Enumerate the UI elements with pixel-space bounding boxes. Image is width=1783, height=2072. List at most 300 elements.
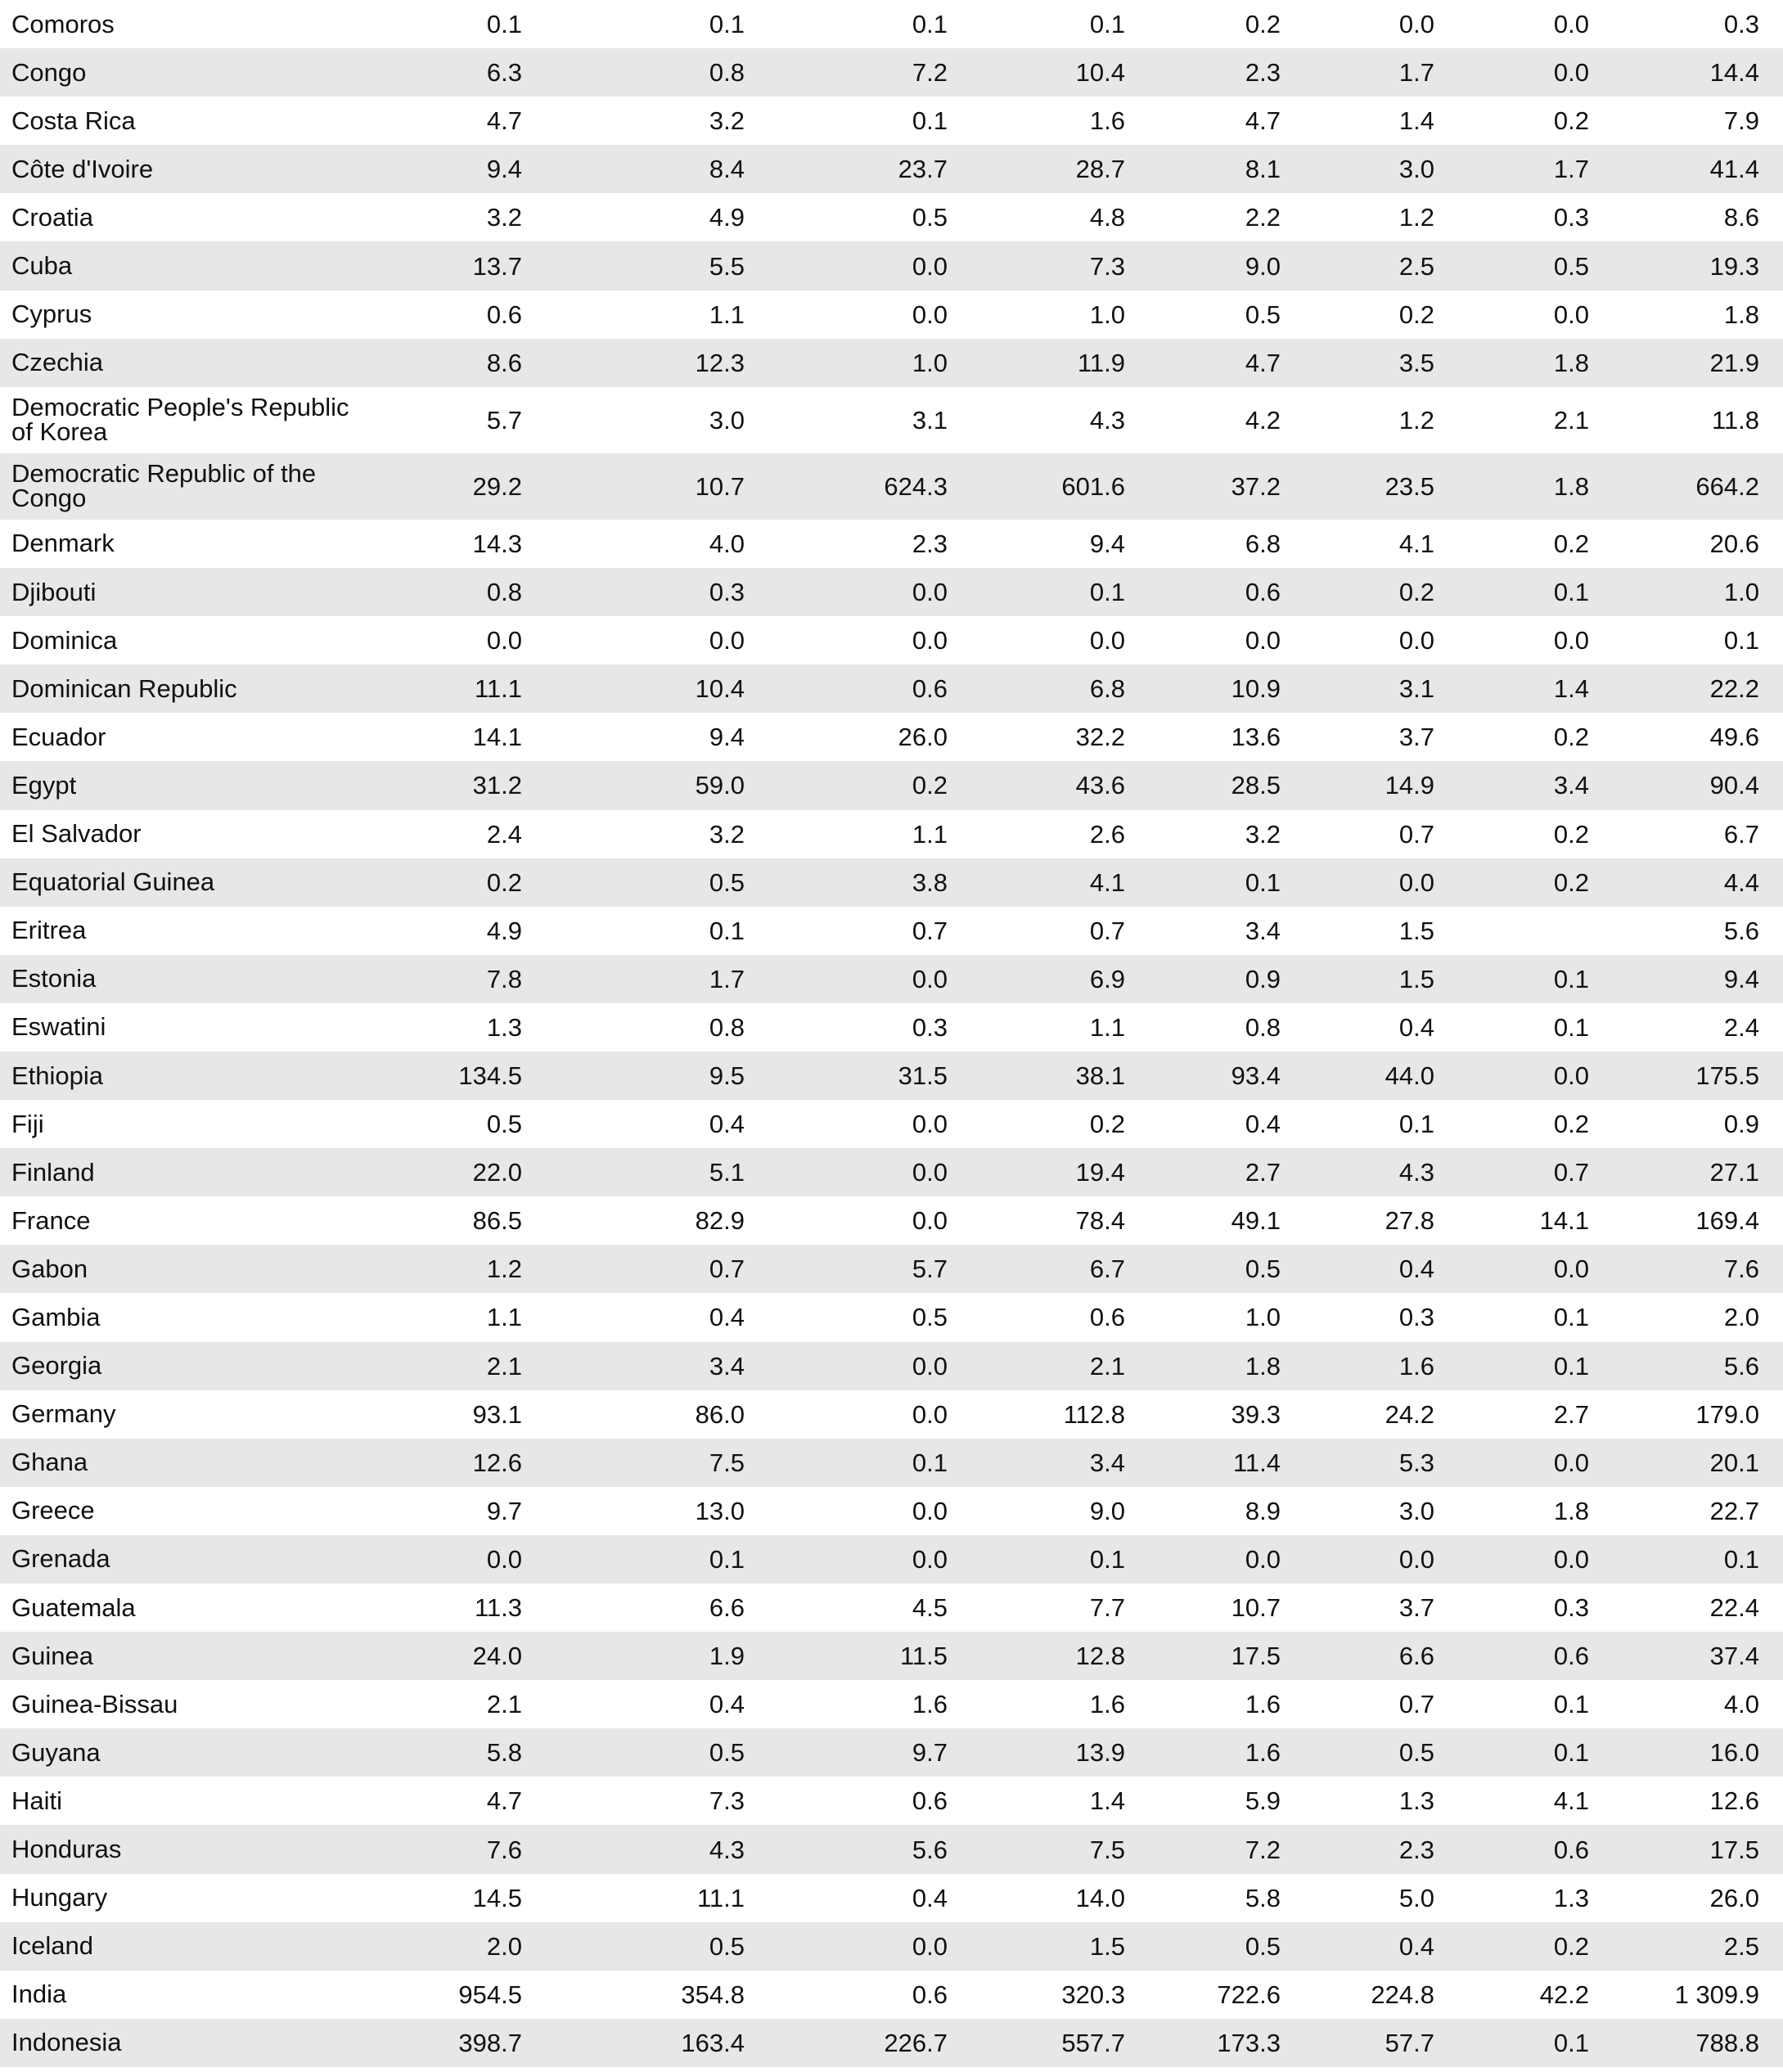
value-cell-col-4: 7.3 (1089, 251, 1125, 281)
table-row (0, 761, 1783, 809)
table-row (0, 520, 1783, 568)
table-row (0, 0, 1783, 48)
value-cell-col-3: 0.0 (912, 251, 948, 281)
value-cell-col-7: 0.1 (1553, 1303, 1589, 1332)
value-cell-col-8: 175.5 (1695, 1061, 1759, 1091)
value-cell-col-6: 24.2 (1385, 1399, 1434, 1429)
country-name-cell: Guinea (11, 1641, 93, 1670)
value-cell-col-2: 1.7 (709, 964, 745, 993)
value-cell-col-4: 1.4 (1089, 1786, 1125, 1816)
value-cell-col-4: 112.8 (1063, 1399, 1125, 1429)
value-cell-col-8: 179.0 (1695, 1399, 1759, 1429)
value-cell-col-4: 78.4 (1075, 1206, 1125, 1236)
value-cell-col-1: 86.5 (472, 1206, 522, 1236)
value-cell-col-5: 722.6 (1217, 1980, 1281, 2009)
value-cell-col-3: 0.5 (912, 1303, 948, 1332)
value-cell-col-7: 0.1 (1553, 1012, 1589, 1042)
table-row (0, 1342, 1783, 1390)
value-cell-col-1: 0.0 (486, 1544, 522, 1574)
value-cell-col-1: 5.7 (486, 405, 522, 435)
value-cell-col-8: 169.4 (1695, 1206, 1759, 1236)
value-cell-col-5: 5.9 (1245, 1786, 1281, 1816)
value-cell-col-2: 12.3 (695, 348, 745, 377)
value-cell-col-2: 8.4 (709, 155, 745, 184)
value-cell-col-3: 0.6 (912, 674, 948, 704)
table-row (0, 568, 1783, 616)
table-row (0, 1632, 1783, 1680)
value-cell-col-2: 0.4 (709, 1303, 745, 1332)
value-cell-col-1: 0.0 (486, 626, 522, 655)
value-cell-col-4: 0.1 (1089, 10, 1125, 39)
value-cell-col-3: 0.0 (912, 1496, 948, 1525)
country-name-cell: Estonia (11, 964, 97, 993)
value-cell-col-3: 0.2 (912, 771, 948, 800)
country-name-cell: Comoros (11, 9, 115, 38)
value-cell-col-6: 0.3 (1398, 1303, 1434, 1332)
value-cell-col-7: 0.2 (1553, 1931, 1589, 1961)
value-cell-col-1: 11.1 (474, 674, 522, 704)
value-cell-col-8: 1.0 (1723, 578, 1759, 607)
country-name-cell: Haiti (11, 1786, 63, 1815)
value-cell-col-7: 0.7 (1553, 1158, 1589, 1187)
value-cell-col-6: 14.9 (1385, 771, 1434, 800)
value-cell-col-1: 14.5 (472, 1883, 522, 1912)
value-cell-col-4: 2.6 (1089, 819, 1125, 849)
value-cell-col-1: 93.1 (472, 1399, 522, 1429)
table-row (0, 1535, 1783, 1583)
value-cell-col-6: 0.0 (1398, 867, 1434, 897)
value-cell-col-3: 7.2 (912, 58, 948, 88)
country-name-cell: Costa Rica (11, 106, 136, 135)
value-cell-col-1: 2.1 (486, 1351, 522, 1381)
value-cell-col-2: 5.1 (709, 1158, 745, 1187)
value-cell-col-5: 6.8 (1245, 529, 1281, 558)
value-cell-col-8: 22.4 (1709, 1593, 1759, 1623)
country-name-cell: Indonesia (11, 2028, 122, 2057)
value-cell-col-5: 5.8 (1245, 1883, 1281, 1912)
country-name-cell: Czechia (11, 348, 103, 377)
country-name-cell: Germany (11, 1399, 116, 1429)
value-cell-col-4: 1.6 (1089, 106, 1125, 136)
value-cell-col-5: 4.7 (1245, 106, 1281, 136)
value-cell-col-5: 2.3 (1245, 58, 1281, 88)
value-cell-col-1: 4.9 (486, 916, 522, 945)
table-row (0, 664, 1783, 713)
value-cell-col-5: 8.1 (1245, 155, 1281, 184)
value-cell-col-6: 3.1 (1398, 674, 1434, 704)
value-cell-col-4: 10.4 (1075, 58, 1125, 88)
table-row (0, 2019, 1783, 2067)
country-name-cell: Cuba (11, 251, 73, 281)
value-cell-col-5: 1.8 (1245, 1351, 1281, 1381)
table-row (0, 1825, 1783, 1873)
value-cell-col-2: 0.4 (709, 1690, 745, 1719)
value-cell-col-5: 10.7 (1231, 1593, 1281, 1623)
table-row (0, 858, 1783, 907)
value-cell-col-1: 12.6 (472, 1448, 522, 1477)
country-name-cell: Greece (11, 1496, 95, 1525)
value-cell-col-4: 1.6 (1089, 1690, 1125, 1719)
value-cell-col-4: 32.2 (1075, 723, 1125, 752)
value-cell-col-7: 0.0 (1553, 300, 1589, 329)
table-row (0, 1680, 1783, 1728)
value-cell-col-3: 0.7 (912, 916, 948, 945)
value-cell-col-3: 0.0 (912, 1110, 948, 1139)
value-cell-col-5: 1.6 (1245, 1690, 1281, 1719)
value-cell-col-3: 3.8 (912, 867, 948, 897)
value-cell-col-7: 0.2 (1553, 867, 1589, 897)
value-cell-col-8: 14.4 (1709, 58, 1759, 88)
value-cell-col-5: 3.2 (1245, 819, 1281, 849)
value-cell-col-8: 22.2 (1709, 674, 1759, 704)
value-cell-col-8: 0.1 (1723, 1544, 1759, 1574)
value-cell-col-7: 3.4 (1553, 771, 1589, 800)
table-row (0, 1390, 1783, 1439)
table-row (0, 1003, 1783, 1052)
value-cell-col-7: 1.7 (1553, 155, 1589, 184)
value-cell-col-3: 1.0 (912, 348, 948, 377)
value-cell-col-2: 7.3 (709, 1786, 745, 1816)
value-cell-col-3: 11.5 (899, 1642, 948, 1671)
value-cell-col-1: 0.2 (486, 867, 522, 897)
value-cell-col-8: 7.6 (1723, 1254, 1759, 1284)
value-cell-col-7: 0.0 (1553, 58, 1589, 88)
country-name-cell: Côte d'Ivoire (11, 154, 154, 183)
value-cell-col-2: 10.4 (695, 674, 745, 704)
table-row (0, 1245, 1783, 1293)
country-name-cell: Dominican Republic (11, 673, 237, 703)
value-cell-col-8: 16.0 (1709, 1738, 1759, 1768)
value-cell-col-5: 0.4 (1245, 1110, 1281, 1139)
country-name-cell: Georgia (11, 1351, 102, 1381)
value-cell-col-6: 1.5 (1398, 964, 1434, 993)
value-cell-col-2: 0.5 (709, 1931, 745, 1961)
value-cell-col-3: 0.0 (912, 1206, 948, 1236)
value-cell-col-6: 6.6 (1398, 1642, 1434, 1671)
table-row (0, 1922, 1783, 1971)
country-name-cell: Fiji (11, 1109, 44, 1138)
value-cell-col-7: 0.0 (1553, 1448, 1589, 1477)
value-cell-col-1: 14.3 (472, 529, 522, 558)
value-cell-col-5: 0.5 (1245, 1254, 1281, 1284)
value-cell-col-3: 0.0 (912, 578, 948, 607)
country-name-cell: Guatemala (11, 1592, 136, 1622)
value-cell-col-3: 0.6 (912, 1980, 948, 2009)
value-cell-col-6: 44.0 (1385, 1061, 1434, 1091)
value-cell-col-4: 7.5 (1089, 1835, 1125, 1864)
value-cell-col-4: 1.0 (1089, 300, 1125, 329)
value-cell-col-5: 0.6 (1245, 578, 1281, 607)
value-cell-col-3: 31.5 (898, 1061, 948, 1091)
value-cell-col-5: 1.0 (1245, 1303, 1281, 1332)
country-name-cell: Eswatini (11, 1012, 106, 1042)
value-cell-col-6: 1.2 (1398, 405, 1434, 435)
value-cell-col-8: 12.6 (1709, 1786, 1759, 1816)
value-cell-col-7: 2.7 (1553, 1399, 1589, 1429)
table-row (0, 1052, 1783, 1100)
value-cell-col-1: 134.5 (458, 1061, 522, 1091)
value-cell-col-1: 14.1 (472, 723, 522, 752)
value-cell-col-6: 0.7 (1398, 819, 1434, 849)
value-cell-col-1: 1.1 (486, 1303, 522, 1332)
value-cell-col-7: 2.1 (1553, 405, 1589, 435)
value-cell-col-6: 4.3 (1398, 1158, 1434, 1187)
value-cell-col-2: 0.5 (709, 867, 745, 897)
country-name-cell: Djibouti (11, 577, 97, 606)
value-cell-col-4: 7.7 (1089, 1593, 1125, 1623)
value-cell-col-8: 9.4 (1723, 964, 1759, 993)
value-cell-col-2: 0.1 (709, 10, 745, 39)
value-cell-col-3: 5.7 (912, 1254, 948, 1284)
value-cell-col-4: 4.1 (1089, 867, 1125, 897)
value-cell-col-4: 38.1 (1075, 1061, 1125, 1091)
value-cell-col-5: 0.8 (1245, 1012, 1281, 1042)
table-row (0, 810, 1783, 858)
value-cell-col-6: 0.4 (1398, 1931, 1434, 1961)
value-cell-col-4: 11.9 (1077, 348, 1125, 377)
country-name-cell: Guinea-Bissau (11, 1689, 178, 1718)
value-cell-col-7: 0.1 (1553, 1738, 1589, 1768)
table-row (0, 1583, 1783, 1632)
value-cell-col-8: 6.7 (1723, 819, 1759, 849)
table-row (0, 616, 1783, 664)
value-cell-col-5: 37.2 (1231, 471, 1281, 501)
value-cell-col-4: 14.0 (1075, 1883, 1125, 1912)
value-cell-col-1: 7.8 (486, 964, 522, 993)
value-cell-col-8: 20.6 (1709, 529, 1759, 558)
value-cell-col-2: 3.2 (709, 106, 745, 136)
value-cell-col-5: 49.1 (1231, 1206, 1281, 1236)
value-cell-col-7: 0.2 (1553, 819, 1589, 849)
value-cell-col-1: 13.7 (472, 251, 522, 281)
value-cell-col-5: 4.7 (1245, 348, 1281, 377)
value-cell-col-8: 5.6 (1723, 916, 1759, 945)
value-cell-col-4: 3.4 (1089, 1448, 1125, 1477)
country-name-cell: Democratic People's Republic of Korea (11, 393, 349, 447)
value-cell-col-1: 5.8 (486, 1738, 522, 1768)
value-cell-col-1: 11.3 (474, 1593, 522, 1623)
value-cell-col-1: 2.1 (486, 1690, 522, 1719)
value-cell-col-1: 31.2 (472, 771, 522, 800)
value-cell-col-1: 9.4 (486, 155, 522, 184)
value-cell-col-8: 17.5 (1709, 1835, 1759, 1864)
value-cell-col-3: 0.3 (912, 1012, 948, 1042)
value-cell-col-6: 2.5 (1398, 251, 1434, 281)
value-cell-col-2: 1.1 (709, 300, 745, 329)
table-row (0, 387, 1783, 453)
value-cell-col-7: 14.1 (1539, 1206, 1589, 1236)
country-name-cell: Guyana (11, 1737, 101, 1767)
value-cell-col-4: 0.1 (1089, 1544, 1125, 1574)
value-cell-col-8: 0.1 (1723, 626, 1759, 655)
value-cell-col-2: 0.7 (709, 1254, 745, 1284)
value-cell-col-8: 788.8 (1695, 2028, 1759, 2057)
value-cell-col-8: 22.7 (1709, 1496, 1759, 1525)
value-cell-col-8: 41.4 (1709, 155, 1759, 184)
country-name-cell: Grenada (11, 1544, 110, 1574)
value-cell-col-4: 13.9 (1075, 1738, 1125, 1768)
value-cell-col-8: 2.5 (1723, 1931, 1759, 1961)
value-cell-col-2: 0.0 (709, 626, 745, 655)
value-cell-col-1: 2.4 (486, 819, 522, 849)
value-cell-col-7: 1.8 (1553, 1496, 1589, 1525)
value-cell-col-8: 4.0 (1723, 1690, 1759, 1719)
table-row (0, 1148, 1783, 1196)
value-cell-col-8: 2.4 (1723, 1012, 1759, 1042)
value-cell-col-3: 0.0 (912, 626, 948, 655)
country-name-cell: Gabon (11, 1254, 88, 1283)
value-cell-col-5: 39.3 (1231, 1399, 1281, 1429)
value-cell-col-6: 0.7 (1398, 1690, 1434, 1719)
value-cell-col-6: 1.3 (1398, 1786, 1434, 1816)
value-cell-col-2: 82.9 (695, 1206, 745, 1236)
value-cell-col-3: 4.5 (912, 1593, 948, 1623)
value-cell-col-2: 4.0 (709, 529, 745, 558)
value-cell-col-7: 1.4 (1553, 674, 1589, 704)
value-cell-col-8: 27.1 (1709, 1158, 1759, 1187)
value-cell-col-4: 9.4 (1089, 529, 1125, 558)
value-cell-col-5: 11.4 (1232, 1448, 1281, 1477)
country-name-cell: Democratic Republic of the Congo (11, 459, 317, 513)
value-cell-col-6: 3.0 (1398, 1496, 1434, 1525)
table-row (0, 1100, 1783, 1148)
value-cell-col-7: 0.3 (1553, 1593, 1589, 1623)
value-cell-col-2: 1.9 (709, 1642, 745, 1671)
value-cell-col-4: 2.1 (1089, 1351, 1125, 1381)
value-cell-col-8: 1 309.9 (1674, 1980, 1759, 2009)
value-cell-col-1: 24.0 (472, 1642, 522, 1671)
value-cell-col-4: 43.6 (1075, 771, 1125, 800)
value-cell-col-4: 6.8 (1089, 674, 1125, 704)
value-cell-col-7: 0.2 (1553, 723, 1589, 752)
value-cell-col-6: 5.0 (1398, 1883, 1434, 1912)
value-cell-col-1: 0.5 (486, 1110, 522, 1139)
value-cell-col-2: 0.8 (709, 1012, 745, 1042)
table-row (0, 193, 1783, 241)
country-name-cell: Eritrea (11, 916, 87, 945)
value-cell-col-7: 0.0 (1553, 10, 1589, 39)
table-row (0, 1874, 1783, 1922)
value-cell-col-3: 226.7 (884, 2028, 948, 2057)
value-cell-col-4: 12.8 (1075, 1642, 1125, 1671)
value-cell-col-4: 4.8 (1089, 203, 1125, 232)
value-cell-col-5: 7.2 (1245, 1835, 1281, 1864)
value-cell-col-1: 2.0 (486, 1931, 522, 1961)
value-cell-col-8: 90.4 (1709, 771, 1759, 800)
value-cell-col-6: 27.8 (1385, 1206, 1434, 1236)
value-cell-col-3: 0.6 (912, 1786, 948, 1816)
value-cell-col-2: 3.4 (709, 1351, 745, 1381)
country-name-cell: Ghana (11, 1448, 88, 1477)
value-cell-col-6: 0.1 (1398, 1110, 1434, 1139)
value-cell-col-1: 22.0 (472, 1158, 522, 1187)
value-cell-col-4: 0.0 (1089, 626, 1125, 655)
value-cell-col-2: 9.5 (709, 1061, 745, 1091)
value-cell-col-4: 1.1 (1089, 1012, 1125, 1042)
value-cell-col-1: 29.2 (472, 471, 522, 501)
value-cell-col-8: 37.4 (1709, 1642, 1759, 1671)
value-cell-col-6: 1.7 (1398, 58, 1434, 88)
value-cell-col-7: 0.1 (1553, 1690, 1589, 1719)
value-cell-col-4: 28.7 (1075, 155, 1125, 184)
value-cell-col-1: 7.6 (486, 1835, 522, 1864)
value-cell-col-4: 557.7 (1061, 2028, 1125, 2057)
value-cell-col-7: 0.3 (1553, 203, 1589, 232)
value-cell-col-5: 4.2 (1245, 405, 1281, 435)
country-name-cell: Cyprus (11, 300, 92, 329)
country-name-cell: Finland (11, 1157, 95, 1187)
value-cell-col-5: 3.4 (1245, 916, 1281, 945)
value-cell-col-7: 0.1 (1553, 964, 1589, 993)
value-cell-col-6: 1.6 (1398, 1351, 1434, 1381)
value-cell-col-3: 23.7 (898, 155, 948, 184)
value-cell-col-2: 11.1 (696, 1883, 745, 1912)
table-row (0, 1293, 1783, 1341)
country-name-cell: El Salvador (11, 819, 142, 849)
value-cell-col-2: 0.4 (709, 1110, 745, 1139)
country-name-cell: Ecuador (11, 722, 106, 751)
value-cell-col-3: 0.0 (912, 1544, 948, 1574)
value-cell-col-8: 21.9 (1709, 348, 1759, 377)
value-cell-col-3: 3.1 (912, 405, 948, 435)
value-cell-col-2: 7.5 (709, 1448, 745, 1477)
value-cell-col-6: 0.5 (1398, 1738, 1434, 1768)
value-cell-col-1: 4.7 (486, 106, 522, 136)
table-row (0, 48, 1783, 97)
value-cell-col-7 (1442, 907, 1589, 955)
value-cell-col-7: 0.1 (1553, 2028, 1589, 2057)
value-cell-col-5: 0.0 (1245, 1544, 1281, 1574)
value-cell-col-3: 0.0 (912, 1351, 948, 1381)
value-cell-col-7: 42.2 (1539, 1980, 1589, 2009)
table-row (0, 1777, 1783, 1825)
value-cell-col-3: 0.1 (912, 106, 948, 136)
value-cell-col-5: 0.2 (1245, 10, 1281, 39)
table-row (0, 339, 1783, 387)
value-cell-col-6: 3.7 (1398, 723, 1434, 752)
value-cell-col-3: 0.0 (912, 300, 948, 329)
value-cell-col-1: 8.6 (486, 348, 522, 377)
value-cell-col-3: 0.1 (912, 10, 948, 39)
value-cell-col-8: 8.6 (1723, 203, 1759, 232)
value-cell-col-6: 3.5 (1398, 348, 1434, 377)
value-cell-col-1: 3.2 (486, 203, 522, 232)
value-cell-col-5: 0.9 (1245, 964, 1281, 993)
value-cell-col-3: 0.0 (912, 1158, 948, 1187)
value-cell-col-2: 4.9 (709, 203, 745, 232)
value-cell-col-7: 0.5 (1553, 251, 1589, 281)
value-cell-col-6: 23.5 (1385, 471, 1434, 501)
table-row (0, 453, 1783, 520)
value-cell-col-5: 93.4 (1231, 1061, 1281, 1091)
value-cell-col-2: 10.7 (695, 471, 745, 501)
value-cell-col-4: 320.3 (1061, 1980, 1125, 2009)
value-cell-col-3: 1.1 (912, 819, 948, 849)
value-cell-col-6: 2.3 (1398, 1835, 1434, 1864)
value-cell-col-6: 3.7 (1398, 1593, 1434, 1623)
value-cell-col-4: 6.7 (1089, 1254, 1125, 1284)
table-row (0, 241, 1783, 290)
value-cell-col-5: 9.0 (1245, 251, 1281, 281)
value-cell-col-1: 9.7 (486, 1496, 522, 1525)
value-cell-col-4: 0.6 (1089, 1303, 1125, 1332)
value-cell-col-6: 4.1 (1398, 529, 1434, 558)
value-cell-col-1: 1.3 (486, 1012, 522, 1042)
table-row (0, 1196, 1783, 1245)
value-cell-col-6: 3.0 (1398, 155, 1434, 184)
value-cell-col-5: 0.5 (1245, 300, 1281, 329)
table-row (0, 955, 1783, 1003)
